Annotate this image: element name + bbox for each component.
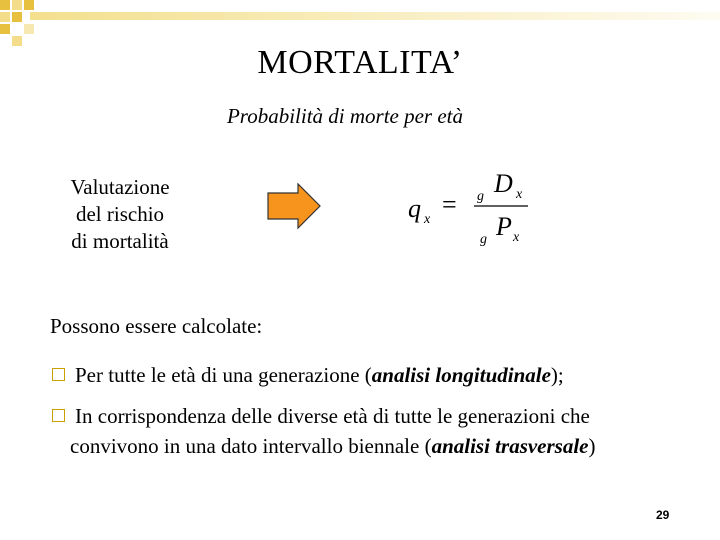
checkbox-bullet-icon (52, 368, 65, 381)
bullet-text-end: ) (588, 434, 596, 458)
mortality-formula (402, 166, 542, 250)
formula-num-pre: g (477, 189, 484, 204)
bullet-item (52, 401, 692, 461)
formula-num: D (494, 169, 513, 198)
page-number: 29 (656, 508, 670, 522)
bullet-text-end: ); (550, 363, 564, 387)
slide-subtitle: Probabilità di morte per età (226, 104, 464, 128)
bullet-item (52, 360, 692, 390)
slide-title: MORTALITA’ (257, 44, 463, 81)
intro-text: Possono essere calcolate: (50, 314, 263, 338)
left-label-line: Valutazione (70, 175, 170, 199)
bullet-continuation (52, 431, 692, 461)
bullet-text: convivono in una dato intervallo biennale ( (70, 434, 432, 458)
checkbox-bullet-icon (52, 409, 65, 422)
bullet-text: In corrispondenza delle diverse età di tutte le generazioni che (75, 404, 590, 428)
bullet-text: Per tutte le età di una generazione ( (75, 363, 372, 387)
formula-num-sub: x (516, 187, 523, 202)
left-label-line: del rischio (75, 202, 165, 226)
formula-den-pre: g (480, 232, 487, 247)
bullet-emphasis: analisi trasversale (431, 434, 589, 458)
right-arrow-icon (266, 182, 322, 230)
bullet-emphasis: analisi longitudinale (371, 363, 551, 387)
formula-equals: = (442, 190, 457, 219)
formula-lhs: q (408, 194, 421, 223)
formula-den-sub: x (513, 230, 520, 245)
formula-den: P (496, 212, 512, 241)
left-label-line: di mortalità (71, 229, 169, 253)
left-label (50, 174, 190, 255)
formula-lhs-sub: x (424, 212, 431, 227)
